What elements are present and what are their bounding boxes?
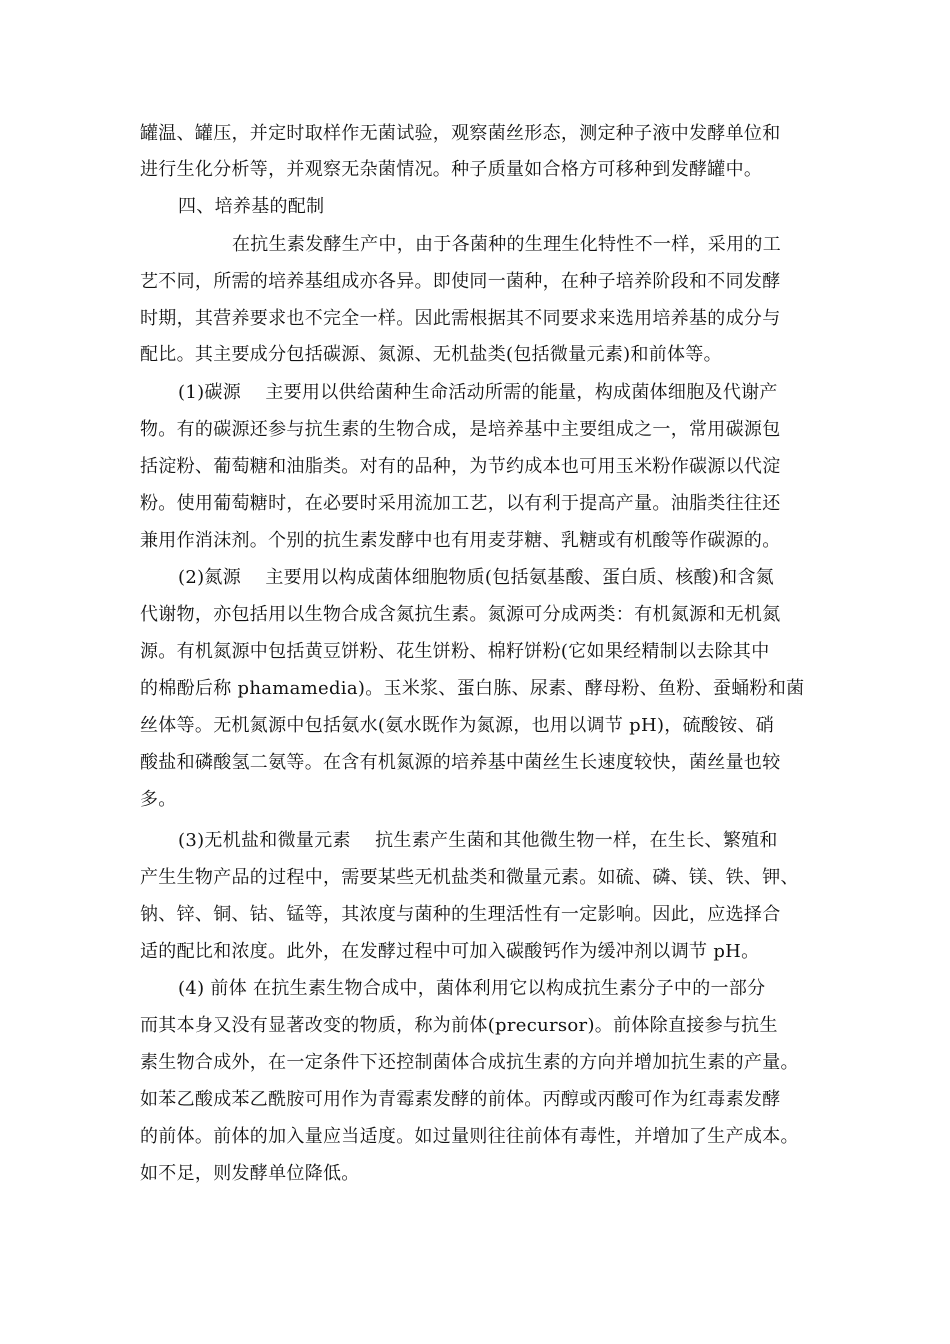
text-line: 产生生物产品的过程中，需要某些无机盐类和微量元素。如硫、磷、镁、铁、钾、 bbox=[140, 867, 799, 888]
text-line: 括淀粉、葡萄糖和油脂类。对有的品种，为节约成本也可用玉米粉作碳源以代淀 bbox=[140, 456, 781, 477]
text-line: 如苯乙酸成苯乙酰胺可用作为青霉素发酵的前体。丙醇或丙酸可作为红毒素发酵 bbox=[140, 1089, 781, 1110]
text-line: 素生物合成外，在一定条件下还控制菌体合成抗生素的方向并增加抗生素的产量。 bbox=[140, 1052, 799, 1073]
paragraph-minerals: (3)无机盐和微量元素 抗生素产生菌和其他微生物一样，在生长、繁殖和 bbox=[178, 830, 778, 851]
text-line: 配比。其主要成分包括碳源、氮源、无机盐类(包括微量元素)和前体等。 bbox=[140, 344, 722, 365]
text-line: 时期，其营养要求也不完全一样。因此需根据其不同要求来选用培养基的成分与 bbox=[140, 308, 781, 329]
text-line: 源。有机氮源中包括黄豆饼粉、花生饼粉、棉籽饼粉(它如果经精制以去除其中 bbox=[140, 641, 770, 662]
text-line: 的前体。前体的加入量应当适度。如过量则往往前体有毒性，并增加了生产成本。 bbox=[140, 1126, 799, 1147]
paragraph-nitrogen-source: (2)氮源 主要用以构成菌体细胞物质(包括氨基酸、蛋白质、核酸)和含氮 bbox=[178, 567, 775, 588]
text-line: 丝体等。无机氮源中包括氨水(氨水既作为氮源，也用以调节 pH)，硫酸铵、硝 bbox=[140, 715, 775, 736]
text-line: 的棉酚后称 phamamedia)。玉米浆、蛋白胨、尿素、酵母粉、鱼粉、蚕蛹粉和菌 bbox=[140, 678, 805, 699]
text-line: 代谢物，亦包括用以生物合成含氮抗生素。氮源可分成两类：有机氮源和无机氮 bbox=[140, 604, 781, 625]
text-line: 物。有的碳源还参与抗生素的生物合成，是培养基中主要组成之一，常用碳源包 bbox=[140, 419, 781, 440]
text-line: 粉。使用葡萄糖时，在必要时采用流加工艺，以有利于提高产量。油脂类往往还 bbox=[140, 493, 781, 514]
text-line: 艺不同，所需的培养基组成亦各异。即使同一菌种，在种子培养阶段和不同发酵 bbox=[140, 271, 781, 292]
text-line: 适的配比和浓度。此外，在发酵过程中可加入碳酸钙作为缓冲剂以调节 pH。 bbox=[140, 941, 760, 962]
text-line: 在抗生素发酵生产中，由于各菌种的生理生化特性不一样，采用的工 bbox=[232, 234, 781, 255]
text-line: 多。 bbox=[140, 789, 177, 810]
text-line: 如不足，则发酵单位降低。 bbox=[140, 1163, 360, 1184]
text-line: 进行生化分析等，并观察无杂菌情况。种子质量如合格方可移种到发酵罐中。 bbox=[140, 159, 763, 180]
text-line: 兼用作消沫剂。个别的抗生素发酵中也有用麦芽糖、乳糖或有机酸等作碳源的。 bbox=[140, 530, 781, 551]
section-heading: 四、培养基的配制 bbox=[178, 196, 325, 217]
text-line: 罐温、罐压，并定时取样作无菌试验，观察菌丝形态，测定种子液中发酵单位和 bbox=[140, 123, 781, 144]
paragraph-carbon-source: (1)碳源 主要用以供给菌种生命活动所需的能量，构成菌体细胞及代谢产 bbox=[178, 382, 778, 403]
text-line: 酸盐和磷酸氢二氨等。在含有机氮源的培养基中菌丝生长速度较快，菌丝量也较 bbox=[140, 752, 781, 773]
paragraph-precursor: (4) 前体 在抗生素生物合成中，菌体利用它以构成抗生素分子中的一部分 bbox=[178, 978, 766, 999]
text-line: 而其本身又没有显著改变的物质，称为前体(precursor)。前体除直接参与抗生 bbox=[140, 1015, 778, 1036]
text-line: 钠、锌、铜、钴、锰等，其浓度与菌种的生理活性有一定影响。因此，应选择合 bbox=[140, 904, 781, 925]
